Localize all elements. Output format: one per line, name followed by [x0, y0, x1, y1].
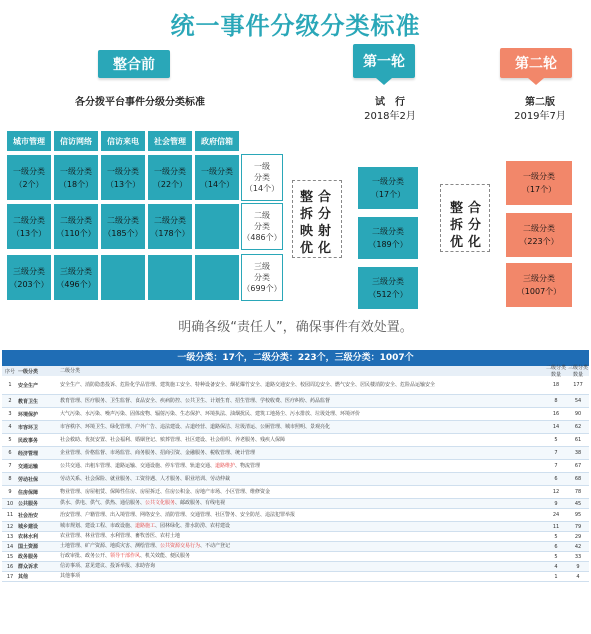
row-level1: 公共服务 — [18, 501, 39, 507]
page-title: 统一事件分级分类标准 — [170, 12, 421, 40]
box-line: （13个） — [11, 228, 47, 238]
arrow-char: 合 — [468, 201, 482, 216]
platform-header: 社会管理 — [147, 130, 193, 152]
row-level2-count: 18 — [552, 382, 560, 388]
row-level3-count: 29 — [574, 533, 582, 540]
box-line: 分类 — [254, 222, 270, 231]
level3-cell — [6, 254, 52, 301]
box-line: （223个） — [519, 237, 559, 246]
platform-header: 信访网络 — [53, 130, 99, 152]
row-level3-count: 4 — [576, 573, 580, 580]
row-level2-count: 5 — [554, 437, 558, 443]
row-level1: 城乡建设 — [18, 524, 39, 530]
second-round-date: 2019年7月 — [514, 111, 566, 122]
row-no: 2 — [8, 398, 12, 404]
row-level3-count: 67 — [574, 463, 582, 469]
row-level3-count: 90 — [574, 411, 582, 417]
table-header: 一级分类：17个，二级分类：223个，三级分类：1007个 — [2, 350, 589, 366]
box-line: （22个） — [152, 179, 188, 189]
merge-arrow-1-head — [342, 196, 356, 242]
platform-header: 信访来电 — [100, 130, 146, 152]
box-line: 三级分类 — [523, 274, 555, 283]
level2-cell — [147, 203, 193, 250]
box-line: （189个） — [368, 240, 408, 249]
box-line: （18个） — [58, 179, 94, 189]
platform-header: 政府信箱 — [194, 130, 240, 152]
row-level2: 供水、供电、供气、供热、通信服务、公共文化服务、邮政服务、有线电视 — [60, 500, 226, 506]
box-line: 一级分类 — [107, 166, 139, 176]
highlight-text: 领导干部作风 — [110, 553, 141, 559]
table-row — [2, 447, 589, 460]
row-level1: 农林水利 — [18, 534, 39, 540]
second-round-box — [505, 160, 573, 206]
row-no: 9 — [8, 489, 12, 495]
table-row — [2, 552, 589, 562]
row-no: 5 — [8, 437, 12, 443]
box-line: （14个） — [244, 184, 280, 193]
row-no: 8 — [8, 476, 12, 482]
row-level1: 环境保护 — [18, 411, 39, 418]
table-column-header — [2, 366, 589, 376]
row-no: 4 — [8, 424, 12, 430]
level1-cell — [53, 154, 99, 201]
col-level2: 二级分类 — [60, 367, 81, 374]
row-level3-count: 62 — [574, 424, 582, 430]
row-level2-count: 1 — [554, 573, 558, 580]
empty-cell — [147, 254, 193, 301]
first-round-box — [357, 166, 419, 210]
row-level1: 国土资源 — [18, 544, 39, 550]
second-round-banner: 第二轮 — [500, 48, 572, 78]
second-round-box — [505, 262, 573, 308]
row-level2-count: 24 — [552, 512, 560, 518]
row-level2: 信访事项、意见建议、投诉举报、求助咨询 — [60, 563, 156, 569]
row-no: 12 — [6, 523, 14, 530]
box-line: 一级分类 — [60, 166, 92, 176]
first-round-date: 2018年2月 — [364, 111, 416, 122]
row-level2: 劳动关系、社会保险、就业服务、工资待遇、人才服务、职业培训、劳动仲裁 — [60, 475, 231, 482]
row-level1: 市容环卫 — [18, 424, 39, 431]
box-line: 分类 — [254, 173, 270, 182]
box-line: （1007个） — [516, 287, 562, 296]
table-row — [2, 542, 589, 552]
col-no: 序号 — [4, 368, 15, 375]
arrow-char: 分 — [468, 218, 482, 233]
row-level1: 其他 — [18, 574, 29, 580]
table-row — [2, 395, 589, 408]
row-level2-count: 7 — [554, 450, 558, 456]
highlight-text: 公共文化服务 — [145, 500, 176, 506]
row-level2: 企业管理、价格监督、市场监管、商务服务、招商引资、金融服务、税收管理、统计管理 — [60, 449, 256, 456]
row-level2-count: 9 — [554, 500, 558, 507]
row-level1: 安全生产 — [18, 382, 39, 389]
row-level3-count: 78 — [574, 489, 582, 495]
before-banner: 整合前 — [98, 50, 170, 78]
arrow-char: 拆 — [450, 218, 464, 233]
table-row — [2, 572, 589, 582]
table-row — [2, 509, 589, 522]
row-no: 13 — [6, 533, 14, 540]
row-level2: 大气污染、水污染、噪声污染、固体废物、辐射污染、生态保护、环境执法、油烟扰民、建筑工地扬尘、污水排放、垃圾处理、环境评价 — [60, 410, 361, 417]
box-line: （203个） — [9, 279, 49, 289]
row-level1: 教育卫生 — [18, 398, 39, 405]
row-level3-count: 54 — [574, 398, 582, 404]
row-level2: 社会救助、优抚安置、社会福利、婚姻登记、殡葬管理、社区建设、社会组织、养老服务、残疾人保障 — [60, 436, 286, 443]
row-level3-count: 95 — [574, 512, 582, 518]
box-line: （496个） — [56, 279, 96, 289]
row-level1: 政务服务 — [18, 554, 39, 560]
arrow-char: 整 — [450, 201, 464, 216]
merge-arrow-2 — [440, 184, 490, 252]
row-level1: 交通运输 — [18, 463, 39, 470]
box-line: （699个） — [242, 284, 282, 293]
table-row — [2, 473, 589, 486]
row-level2-count: 5 — [554, 533, 558, 540]
row-level3-count: 38 — [574, 450, 582, 456]
row-level3-count: 79 — [574, 523, 582, 530]
box-line: 二级分类 — [60, 215, 92, 225]
arrow-char: 映 — [300, 224, 314, 239]
first-banner-pointer — [376, 78, 392, 85]
table-row — [2, 532, 589, 542]
level1-cell — [147, 154, 193, 201]
table-row — [2, 486, 589, 499]
row-level2: 城市规划、建设工程、市政设施、道路施工、园林绿化、排水防涝、农村建设 — [60, 523, 231, 529]
row-level2: 土地管理、矿产资源、地质灾害、测绘管理、公共资源交易行为、不动产登记 — [60, 543, 231, 549]
box-line: （178个） — [150, 228, 190, 238]
row-no: 6 — [8, 450, 12, 456]
box-line: 二级分类 — [372, 227, 404, 236]
col-level1: 一级分类 — [18, 368, 39, 375]
row-no: 3 — [8, 411, 12, 417]
arrow-char: 化 — [468, 235, 482, 250]
row-no: 17 — [6, 573, 14, 580]
box-line: 一级 — [254, 162, 270, 171]
box-line: 三级分类 — [13, 266, 45, 276]
row-no: 15 — [6, 553, 14, 560]
row-level2-count: 5 — [554, 553, 558, 560]
level3-cell — [53, 254, 99, 301]
row-level2-count: 4 — [554, 563, 558, 570]
highlight-text: 公共资源交易行为 — [160, 543, 201, 549]
level2-cell — [53, 203, 99, 250]
box-line: 二级分类 — [13, 215, 45, 225]
level1-cell — [194, 154, 240, 201]
before-subtitle: 各分拨平台事件分级分类标准 — [75, 97, 205, 108]
arrow-char: 拆 — [300, 207, 314, 222]
row-level1: 民政事务 — [18, 437, 39, 444]
row-level3-count: 61 — [574, 437, 582, 443]
row-level2-count: 12 — [552, 489, 560, 495]
box-line: （512个） — [368, 290, 408, 299]
col-level2-count: 二级分类数量 — [545, 365, 566, 378]
arrow-char: 整 — [300, 190, 314, 205]
platform-header: 城市管理 — [6, 130, 52, 152]
box-line: 二级 — [254, 211, 270, 220]
row-no: 11 — [6, 512, 14, 518]
first-round-banner: 第一轮 — [353, 44, 415, 78]
table-row — [2, 499, 589, 509]
row-no: 10 — [6, 500, 14, 507]
table-row — [2, 421, 589, 434]
row-level1: 群众诉求 — [18, 564, 39, 570]
row-no: 1 — [8, 382, 12, 388]
box-line: 一级分类 — [13, 166, 45, 176]
row-no: 16 — [6, 563, 14, 570]
box-line: （110个） — [56, 228, 96, 238]
total-cell — [241, 254, 283, 301]
row-level2-count: 8 — [554, 398, 558, 404]
level1-cell — [6, 154, 52, 201]
row-no: 14 — [6, 543, 14, 550]
box-line: （185个） — [103, 228, 143, 238]
table-row — [2, 460, 589, 473]
row-level1: 社会治安 — [18, 512, 39, 519]
table-row — [2, 376, 589, 395]
row-level2: 其他事项 — [60, 573, 81, 579]
classification-table — [2, 350, 589, 634]
col-level3-count: 三级分类数量 — [567, 365, 588, 378]
row-level2: 行政审批、政务公开、领导干部作风、机关效能、便民服务 — [60, 553, 191, 559]
highlight-text: 道路维护 — [215, 462, 236, 469]
row-level2: 公共交通、出租车管理、道路运输、交通设施、停车管理、轨道交通、道路维护、物流管理 — [60, 462, 261, 469]
table-row — [2, 408, 589, 421]
highlight-text: 道路施工 — [135, 523, 156, 529]
row-level2-count: 7 — [554, 463, 558, 469]
box-line: （13个） — [105, 179, 141, 189]
row-level1: 住房保障 — [18, 489, 39, 496]
arrow-char: 分 — [318, 207, 332, 222]
first-round-box — [357, 216, 419, 260]
first-round-label: 试 行 — [375, 97, 405, 108]
row-level2-count: 6 — [554, 476, 558, 482]
row-level1: 劳动社保 — [18, 476, 39, 483]
first-round-box — [357, 266, 419, 310]
row-level2: 安全生产、消防隐患投诉、危险化学品管理、建筑施工安全、特种设备安全、烟花爆竹安全、道路交通安全、校园周边安全、燃气安全、居民楼消防安全、危险品运输安全 — [60, 381, 436, 388]
responsibility-statement: 明确各级“责任人”，确保事件有效处置。 — [178, 320, 413, 335]
box-line: 一级分类 — [154, 166, 186, 176]
row-level2: 农业管理、林业管理、水利管理、畜牧兽医、农村土地 — [60, 533, 181, 539]
merge-arrow-2-head — [490, 196, 502, 240]
table-body — [2, 376, 589, 582]
row-level3-count: 42 — [574, 543, 582, 550]
box-line: 分类 — [254, 273, 270, 282]
total-cell — [241, 154, 283, 201]
level2-cell — [6, 203, 52, 250]
box-line: 一级分类 — [523, 172, 555, 181]
row-level3-count: 68 — [574, 476, 582, 482]
box-line: 三级分类 — [372, 277, 404, 286]
empty-cell — [194, 203, 240, 250]
box-line: 一级分类 — [372, 177, 404, 186]
second-round-label: 第二版 — [525, 97, 555, 108]
row-level3-count: 45 — [574, 500, 582, 507]
second-round-box — [505, 212, 573, 258]
second-banner-pointer — [528, 78, 544, 85]
level2-cell — [100, 203, 146, 250]
total-cell — [241, 203, 283, 250]
box-line: 二级分类 — [154, 215, 186, 225]
empty-cell — [194, 254, 240, 301]
row-level2: 物业管理、房屋租赁、保障性住房、房屋拆迁、住房公积金、房地产市场、小区管理、维修资金 — [60, 488, 271, 495]
arrow-char: 射 — [318, 224, 332, 239]
row-level2: 市容秩序、环境卫生、绿化管理、户外广告、违法建设、占道经营、道路保洁、垃圾清运、公厕管理、城市照明、景观亮化 — [60, 423, 331, 430]
box-line: （486个） — [242, 233, 282, 242]
row-level3-count: 177 — [573, 382, 583, 388]
empty-cell — [100, 254, 146, 301]
arrow-char: 合 — [318, 190, 332, 205]
table-row — [2, 522, 589, 532]
row-level2-count: 11 — [552, 523, 560, 530]
row-no: 7 — [8, 463, 12, 469]
box-line: （17个） — [521, 185, 557, 194]
level1-cell — [100, 154, 146, 201]
row-level2-count: 16 — [552, 411, 560, 417]
table-row — [2, 434, 589, 447]
box-line: 二级分类 — [107, 215, 139, 225]
box-line: 二级分类 — [523, 224, 555, 233]
box-line: 三级分类 — [60, 266, 92, 276]
row-level2-count: 6 — [554, 543, 558, 550]
box-line: （17个） — [370, 190, 406, 199]
box-line: 一级分类 — [201, 166, 233, 176]
box-line: （14个） — [199, 179, 235, 189]
box-line: （2个） — [14, 179, 44, 189]
row-level3-count: 33 — [574, 553, 582, 560]
box-line: 三级 — [254, 262, 270, 271]
table-row — [2, 562, 589, 572]
row-level1: 经济管理 — [18, 450, 39, 457]
row-level3-count: 9 — [576, 563, 580, 570]
arrow-char: 优 — [300, 241, 314, 256]
row-level2: 教育管理、医疗服务、卫生监督、食品安全、疾病防控、公共卫生、计划生育、招生管理、学校收费、医疗纠纷、药品监督 — [60, 397, 331, 404]
arrow-char: 化 — [318, 241, 332, 256]
arrow-char: 优 — [450, 235, 464, 250]
row-level2-count: 14 — [552, 424, 560, 430]
row-level2: 治安管理、户籍管理、出入境管理、网络安全、消防管理、交通管理、社区警务、安全防范、违法犯罪举报 — [60, 511, 296, 518]
